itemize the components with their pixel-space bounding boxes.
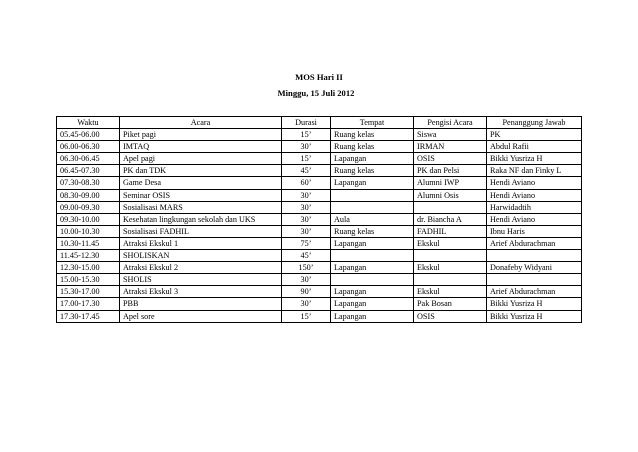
cell-pengisi-acara: OSIS (414, 153, 487, 165)
cell-penanggung-jawab: Raka NF dan Finky L (487, 165, 582, 177)
cell-pengisi-acara (414, 250, 487, 262)
cell-acara: PBB (120, 298, 282, 310)
cell-penanggung-jawab: Arief Abdurachman (487, 286, 582, 298)
cell-waktu: 09.30-10.00 (57, 213, 120, 225)
table-row (57, 129, 582, 141)
cell-durasi: 30’ (282, 189, 331, 201)
table-row (57, 177, 582, 189)
cell-waktu: 07.30-08.30 (57, 177, 120, 189)
table-header-row (57, 117, 582, 129)
cell-durasi: 90’ (282, 286, 331, 298)
cell-tempat: Lapangan (331, 310, 414, 322)
cell-penanggung-jawab: Donafeby Widyani (487, 262, 582, 274)
cell-waktu: 08.30-09.00 (57, 189, 120, 201)
cell-waktu: 17.00-17.30 (57, 298, 120, 310)
cell-tempat: Lapangan (331, 177, 414, 189)
cell-acara: Atraksi Ekskul 3 (120, 286, 282, 298)
cell-acara: Seminar OSIS (120, 189, 282, 201)
cell-penanggung-jawab: Ibnu Haris (487, 225, 582, 237)
table-row (57, 201, 582, 213)
cell-penanggung-jawab: Hendi Aviano (487, 213, 582, 225)
cell-pengisi-acara: Ekskul (414, 286, 487, 298)
cell-acara: Atraksi Ekskul 1 (120, 237, 282, 249)
cell-pengisi-acara (414, 274, 487, 286)
cell-tempat: Ruang kelas (331, 141, 414, 153)
cell-waktu: 06.45-07.30 (57, 165, 120, 177)
cell-durasi: 15’ (282, 310, 331, 322)
cell-pengisi-acara: Alumni IWP (414, 177, 487, 189)
cell-waktu: 06.00-06.30 (57, 141, 120, 153)
cell-tempat (331, 250, 414, 262)
table-row (57, 213, 582, 225)
schedule-body (57, 129, 582, 323)
cell-durasi: 30’ (282, 274, 331, 286)
cell-tempat (331, 274, 414, 286)
cell-durasi: 30’ (282, 225, 331, 237)
cell-acara: Apel sore (120, 310, 282, 322)
cell-penanggung-jawab: Arief Abdurachman (487, 237, 582, 249)
cell-waktu: 15.00-15.30 (57, 274, 120, 286)
cell-durasi: 30’ (282, 298, 331, 310)
table-row (57, 153, 582, 165)
cell-tempat: Ruang kelas (331, 129, 414, 141)
cell-tempat: Lapangan (331, 298, 414, 310)
cell-penanggung-jawab (487, 274, 582, 286)
column-header-acara: Acara (120, 117, 282, 129)
cell-durasi: 150’ (282, 262, 331, 274)
cell-durasi: 75’ (282, 237, 331, 249)
cell-acara: Game Desa (120, 177, 282, 189)
cell-acara: Apel pagi (120, 153, 282, 165)
cell-tempat (331, 189, 414, 201)
table-row (57, 237, 582, 249)
table-row (57, 225, 582, 237)
table-row (57, 262, 582, 274)
cell-durasi: 30’ (282, 213, 331, 225)
cell-acara: IMTAQ (120, 141, 282, 153)
cell-pengisi-acara: FADHIL (414, 225, 487, 237)
document-title: MOS Hari II (295, 72, 343, 82)
table-row (57, 274, 582, 286)
cell-penanggung-jawab: Harwidadtih (487, 201, 582, 213)
cell-penanggung-jawab (487, 250, 582, 262)
cell-waktu: 11.45-12.30 (57, 250, 120, 262)
cell-acara: SHOLIS (120, 274, 282, 286)
cell-tempat: Lapangan (331, 286, 414, 298)
cell-waktu: 17.30-17.45 (57, 310, 120, 322)
cell-acara: Sosialisasi FADHIL (120, 225, 282, 237)
table-row (57, 189, 582, 201)
column-header-pengisi-acara: Pengisi Acara (414, 117, 487, 129)
column-header-penanggung-jawab: Penanggung Jawab (487, 117, 582, 129)
cell-acara: Piket pagi (120, 129, 282, 141)
cell-acara: PK dan TDK (120, 165, 282, 177)
cell-penanggung-jawab: PK (487, 129, 582, 141)
cell-tempat: Lapangan (331, 262, 414, 274)
cell-penanggung-jawab: Hendi Aviano (487, 177, 582, 189)
cell-pengisi-acara (414, 201, 487, 213)
cell-pengisi-acara: Ekskul (414, 262, 487, 274)
cell-tempat: Ruang kelas (331, 225, 414, 237)
cell-durasi: 30’ (282, 201, 331, 213)
cell-pengisi-acara: Pak Bosan (414, 298, 487, 310)
column-header-tempat: Tempat (331, 117, 414, 129)
cell-durasi: 60’ (282, 177, 331, 189)
cell-penanggung-jawab: Bikki Yusriza H (487, 310, 582, 322)
cell-tempat: Lapangan (331, 237, 414, 249)
table-row (57, 310, 582, 322)
cell-acara: Atraksi Ekskul 2 (120, 262, 282, 274)
cell-waktu: 06.30-06.45 (57, 153, 120, 165)
cell-durasi: 15’ (282, 129, 331, 141)
cell-durasi: 15’ (282, 153, 331, 165)
cell-pengisi-acara: OSIS (414, 310, 487, 322)
cell-pengisi-acara: PK dan Pelsi (414, 165, 487, 177)
document-header (0, 71, 638, 99)
cell-tempat: Aula (331, 213, 414, 225)
cell-durasi: 45’ (282, 165, 331, 177)
cell-pengisi-acara: Alumni Osis (414, 189, 487, 201)
cell-tempat (331, 201, 414, 213)
cell-waktu: 05.45-06.00 (57, 129, 120, 141)
cell-waktu: 09.00-09.30 (57, 201, 120, 213)
cell-tempat: Ruang kelas (331, 165, 414, 177)
table-row (57, 141, 582, 153)
cell-pengisi-acara: Ekskul (414, 237, 487, 249)
cell-durasi: 30’ (282, 141, 331, 153)
cell-waktu: 10.30-11.45 (57, 237, 120, 249)
cell-durasi: 45’ (282, 250, 331, 262)
cell-penanggung-jawab: Abdul Rafii (487, 141, 582, 153)
document-subtitle: Minggu, 15 Juli 2012 (277, 88, 355, 98)
cell-pengisi-acara: dr. Biancha A (414, 213, 487, 225)
cell-waktu: 10.00-10.30 (57, 225, 120, 237)
cell-penanggung-jawab: Hendi Aviano (487, 189, 582, 201)
table-row (57, 250, 582, 262)
cell-pengisi-acara: Siswa (414, 129, 487, 141)
column-header-durasi: Durasi (282, 117, 331, 129)
table-row (57, 286, 582, 298)
cell-acara: Sosialisasi MARS (120, 201, 282, 213)
cell-penanggung-jawab: Bikki Yusriza H (487, 153, 582, 165)
column-header-waktu: Waktu (57, 117, 120, 129)
cell-acara: SHOLISKAN (120, 250, 282, 262)
cell-penanggung-jawab: Bikki Yusriza H (487, 298, 582, 310)
schedule-table (56, 116, 582, 323)
cell-waktu: 12.30-15.00 (57, 262, 120, 274)
cell-acara: Kesehatan lingkungan sekolah dan UKS (120, 213, 282, 225)
cell-pengisi-acara: IRMAN (414, 141, 487, 153)
table-row (57, 298, 582, 310)
cell-tempat: Lapangan (331, 153, 414, 165)
table-row (57, 165, 582, 177)
cell-waktu: 15.30-17.00 (57, 286, 120, 298)
